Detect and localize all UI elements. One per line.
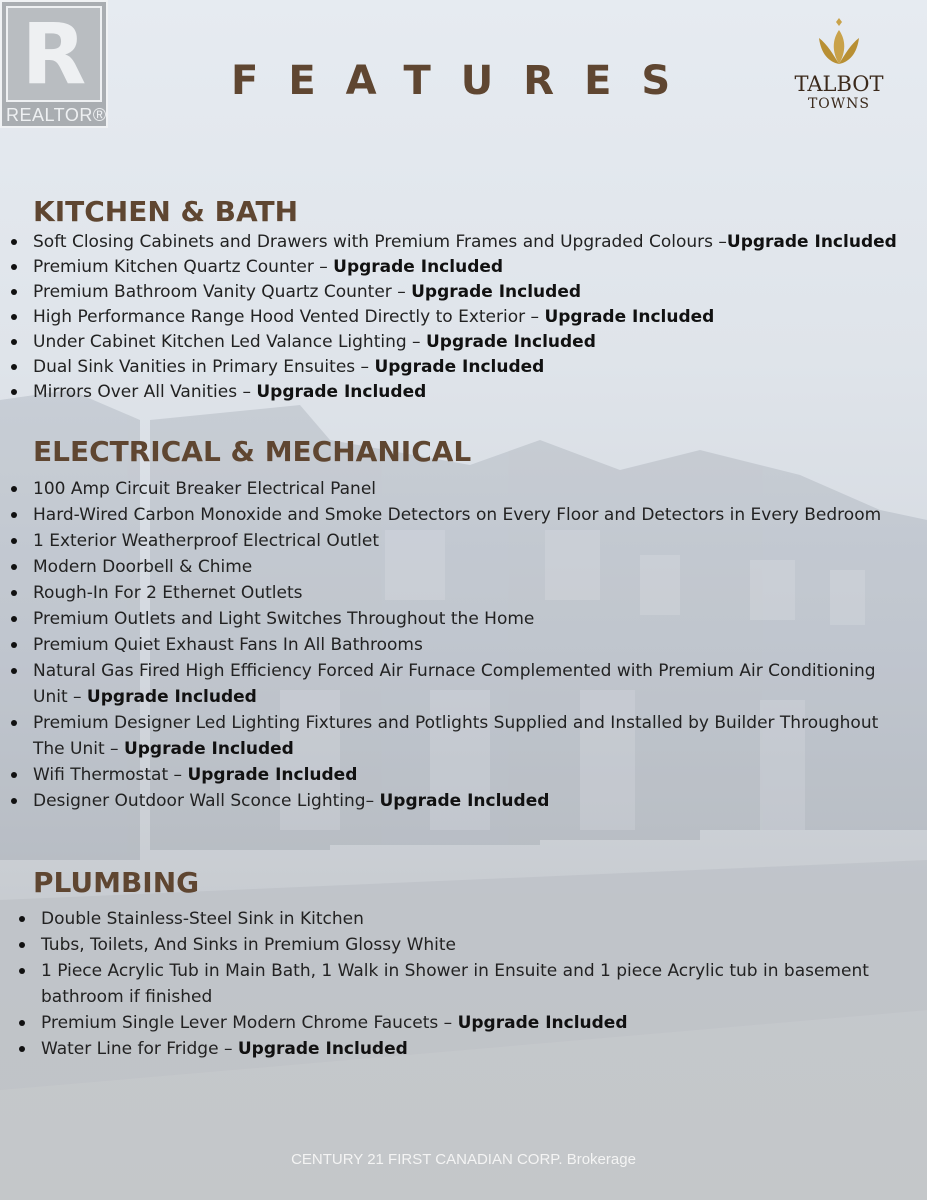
list-item — [33, 502, 905, 528]
realtor-wordmark: REALTOR® — [6, 105, 107, 125]
upgrade-included-tag: Upgrade Included — [726, 232, 897, 252]
upgrade-included-tag: Upgrade Included — [374, 357, 545, 377]
upgrade-included-tag: Upgrade Included — [256, 382, 427, 402]
section-heading-electrical-mechanical: ELECTRICAL & MECHANICAL — [33, 435, 472, 468]
item-text: Natural Gas Fired High Efficiency Forced Air Furnace Complemented with Premium Air Conditioning Unit – — [33, 661, 876, 707]
upgrade-included-tag: Upgrade Included — [457, 1013, 628, 1033]
upgrade-included-tag: Upgrade Included — [411, 282, 582, 302]
list-item — [33, 606, 905, 632]
item-text: 100 Amp Circuit Breaker Electrical Panel — [33, 479, 377, 499]
item-text: Premium Quiet Exhaust Fans In All Bathrooms — [33, 635, 423, 655]
list-item — [41, 1036, 901, 1062]
upgrade-included-tag: Upgrade Included — [86, 687, 257, 707]
talbot-towns-logo — [784, 18, 894, 118]
item-text: 1 Exterior Weatherproof Electrical Outlet — [33, 531, 380, 551]
upgrade-included-tag: Upgrade Included — [425, 332, 596, 352]
item-text: Hard-Wired Carbon Monoxide and Smoke Detectors on Every Floor and Detectors in Every Bedroom — [33, 505, 882, 525]
list-item — [33, 580, 905, 606]
item-text: Wifi Thermostat – — [33, 765, 188, 785]
list-item — [33, 554, 905, 580]
list-item — [33, 254, 913, 280]
item-text: Mirrors Over All Vanities – — [33, 382, 257, 402]
item-text: Tubs, Toilets, And Sinks in Premium Glossy White — [41, 935, 457, 955]
upgrade-included-tag: Upgrade Included — [379, 791, 550, 811]
item-text: High Performance Range Hood Vented Directly to Exterior – — [33, 307, 545, 327]
item-text: Premium Single Lever Modern Chrome Faucets – — [41, 1013, 458, 1033]
upgrade-included-tag: Upgrade Included — [333, 257, 504, 277]
upgrade-included-tag: Upgrade Included — [187, 765, 358, 785]
list-item — [33, 658, 905, 710]
upgrade-included-tag: Upgrade Included — [123, 739, 294, 759]
page-title: FEATURES — [231, 58, 701, 104]
list-item — [41, 906, 901, 932]
list-item — [33, 762, 905, 788]
item-text: Premium Kitchen Quartz Counter – — [33, 257, 334, 277]
kitchen-bath-list — [33, 229, 913, 405]
realtor-r-mark — [6, 6, 102, 102]
brokerage-footer: CENTURY 21 FIRST CANADIAN CORP. Brokerage — [291, 1151, 636, 1168]
list-item — [33, 476, 905, 502]
item-text: Water Line for Fridge – — [41, 1039, 238, 1059]
list-item — [33, 279, 913, 305]
item-text: Premium Designer Led Lighting Fixtures and Potlights Supplied and Installed by Builder Throughout The Unit – — [33, 713, 879, 759]
list-item — [33, 229, 913, 255]
item-text: Designer Outdoor Wall Sconce Lighting– — [33, 791, 380, 811]
realtor-logo — [0, 0, 108, 128]
item-text: Under Cabinet Kitchen Led Valance Lighting – — [33, 332, 426, 352]
upgrade-included-tag: Upgrade Included — [237, 1039, 408, 1059]
list-item — [33, 528, 905, 554]
list-item — [41, 932, 901, 958]
item-text: Dual Sink Vanities in Primary Ensuites – — [33, 357, 375, 377]
item-text: Premium Outlets and Light Switches Throughout the Home — [33, 609, 535, 629]
list-item — [33, 354, 913, 380]
list-item — [33, 632, 905, 658]
item-text: Premium Bathroom Vanity Quartz Counter – — [33, 282, 412, 302]
section-heading-plumbing: PLUMBING — [33, 866, 200, 899]
brand-subtitle: TOWNS — [807, 96, 871, 112]
list-item — [33, 788, 905, 814]
plumbing-list — [41, 906, 901, 1062]
electrical-mechanical-list — [33, 476, 905, 814]
lotus-flower-icon — [813, 18, 865, 70]
list-item — [33, 304, 913, 330]
list-item — [33, 329, 913, 355]
list-item — [41, 1010, 901, 1036]
item-text: Modern Doorbell & Chime — [33, 557, 253, 577]
item-text: Double Stainless-Steel Sink in Kitchen — [41, 909, 364, 929]
item-text: 1 Piece Acrylic Tub in Main Bath, 1 Walk in Shower in Ensuite and 1 piece Acrylic tub in basement bathroom if finished — [41, 961, 869, 1007]
list-item — [33, 379, 913, 405]
list-item — [33, 710, 905, 762]
list-item — [41, 958, 901, 1010]
realtor-r-letter: R — [21, 5, 87, 103]
upgrade-included-tag: Upgrade Included — [544, 307, 715, 327]
brand-name: TALBOT — [794, 72, 884, 96]
section-heading-kitchen-bath: KITCHEN & BATH — [33, 195, 299, 228]
item-text: Soft Closing Cabinets and Drawers with Premium Frames and Upgraded Colours – — [33, 232, 727, 252]
item-text: Rough-In For 2 Ethernet Outlets — [33, 583, 303, 603]
